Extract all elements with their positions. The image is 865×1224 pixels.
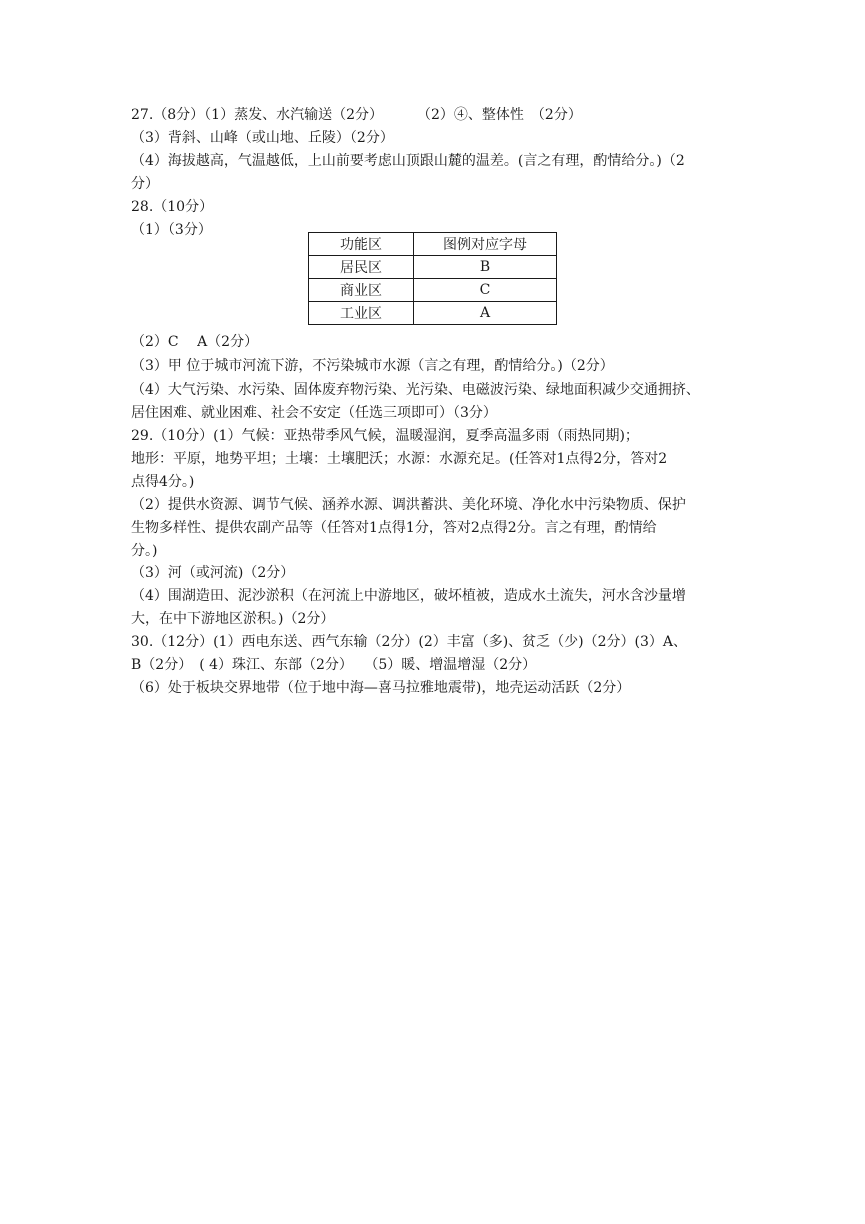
q29-line4: （2）提供水资源、调节气候、涵养水源、调洪蓄洪、美化环境、净化水中污染物质、保护: [131, 497, 686, 513]
q27-line1: [131, 105, 582, 125]
q29-line8: （4）围湖造田、泥沙淤积（在河流上中游地区，破坏植被，造成水土流失，河水含沙量增: [131, 588, 686, 604]
table-cell: B: [414, 256, 557, 279]
q29-line7: （3）河（或河流)（2分）: [131, 565, 295, 581]
table-cell: 居民区: [309, 256, 414, 279]
q29-line9: 大，在中下游地区淤积。)（2分）: [131, 611, 335, 627]
q29-line3: 点得4分。): [131, 474, 195, 490]
q27-part2: （2）④、整体性 （2分）: [417, 107, 582, 123]
table-cell: A: [414, 302, 557, 325]
q29-line1: 29.（10分）(1）气候：亚热带季风气候，温暖湿润，夏季高温多雨（雨热同期)；: [131, 428, 639, 444]
q29-line2: 地形：平原，地势平坦；土壤：土壤肥沃；水源：水源充足。(任答对1点得2分，答对2: [131, 451, 668, 467]
q27-line3: （4）海拔越高，气温越低，上山前要考虑山顶跟山麓的温差。(言之有理，酌情给分。)（2: [131, 153, 685, 169]
q28-part2: （2）C A（2分）: [131, 334, 259, 350]
q30-line3: （6）处于板块交界地带（位于地中海—喜马拉雅地震带)，地壳运动活跃（2分）: [131, 680, 631, 696]
q27-line2: （3）背斜、山峰（或山地、丘陵）（2分）: [131, 130, 394, 146]
q30-line1: 30.（12分）(1）西电东送、西气东输（2分）(2）丰富（多)、贫乏（少)（2分）(3）A、: [131, 634, 688, 650]
q27-part1: 27.（8分）（1）蒸发、水汽输送（2分）: [131, 107, 383, 123]
q28-header: 28.（10分）: [131, 199, 214, 215]
q29-line6: 分。): [131, 543, 158, 559]
function-zone-table: [308, 232, 557, 325]
table-row: [309, 256, 557, 279]
q27-line4: 分）: [131, 176, 159, 192]
q28-part4-line2: 居住困难、就业困难、社会不安定（任选三项即可）（3分）: [131, 405, 497, 421]
table-header-cell: 功能区: [309, 233, 414, 256]
q28-part4-line1: （4）大气污染、水污染、固体废弃物污染、光污染、电磁波污染、绿地面积减少交通拥挤、: [131, 382, 700, 398]
q29-line5: 生物多样性、提供农副产品等（任答对1点得1分，答对2点得2分。言之有理，酌情给: [131, 520, 657, 536]
table-header-cell: 图例对应字母: [414, 233, 557, 256]
table-cell: C: [414, 279, 557, 302]
table-row: [309, 302, 557, 325]
q28-part3: （3）甲 位于城市河流下游，不污染城市水源（言之有理，酌情给分。)（2分）: [131, 358, 614, 374]
table-header-row: [309, 233, 557, 256]
q28-part1: （1）（3分）: [131, 222, 212, 238]
q30-line2: B（2分） ( 4）珠江、东部（2分） （5）暖、增温增湿（2分）: [131, 657, 537, 673]
table-cell: 工业区: [309, 302, 414, 325]
table-row: [309, 279, 557, 302]
table-cell: 商业区: [309, 279, 414, 302]
